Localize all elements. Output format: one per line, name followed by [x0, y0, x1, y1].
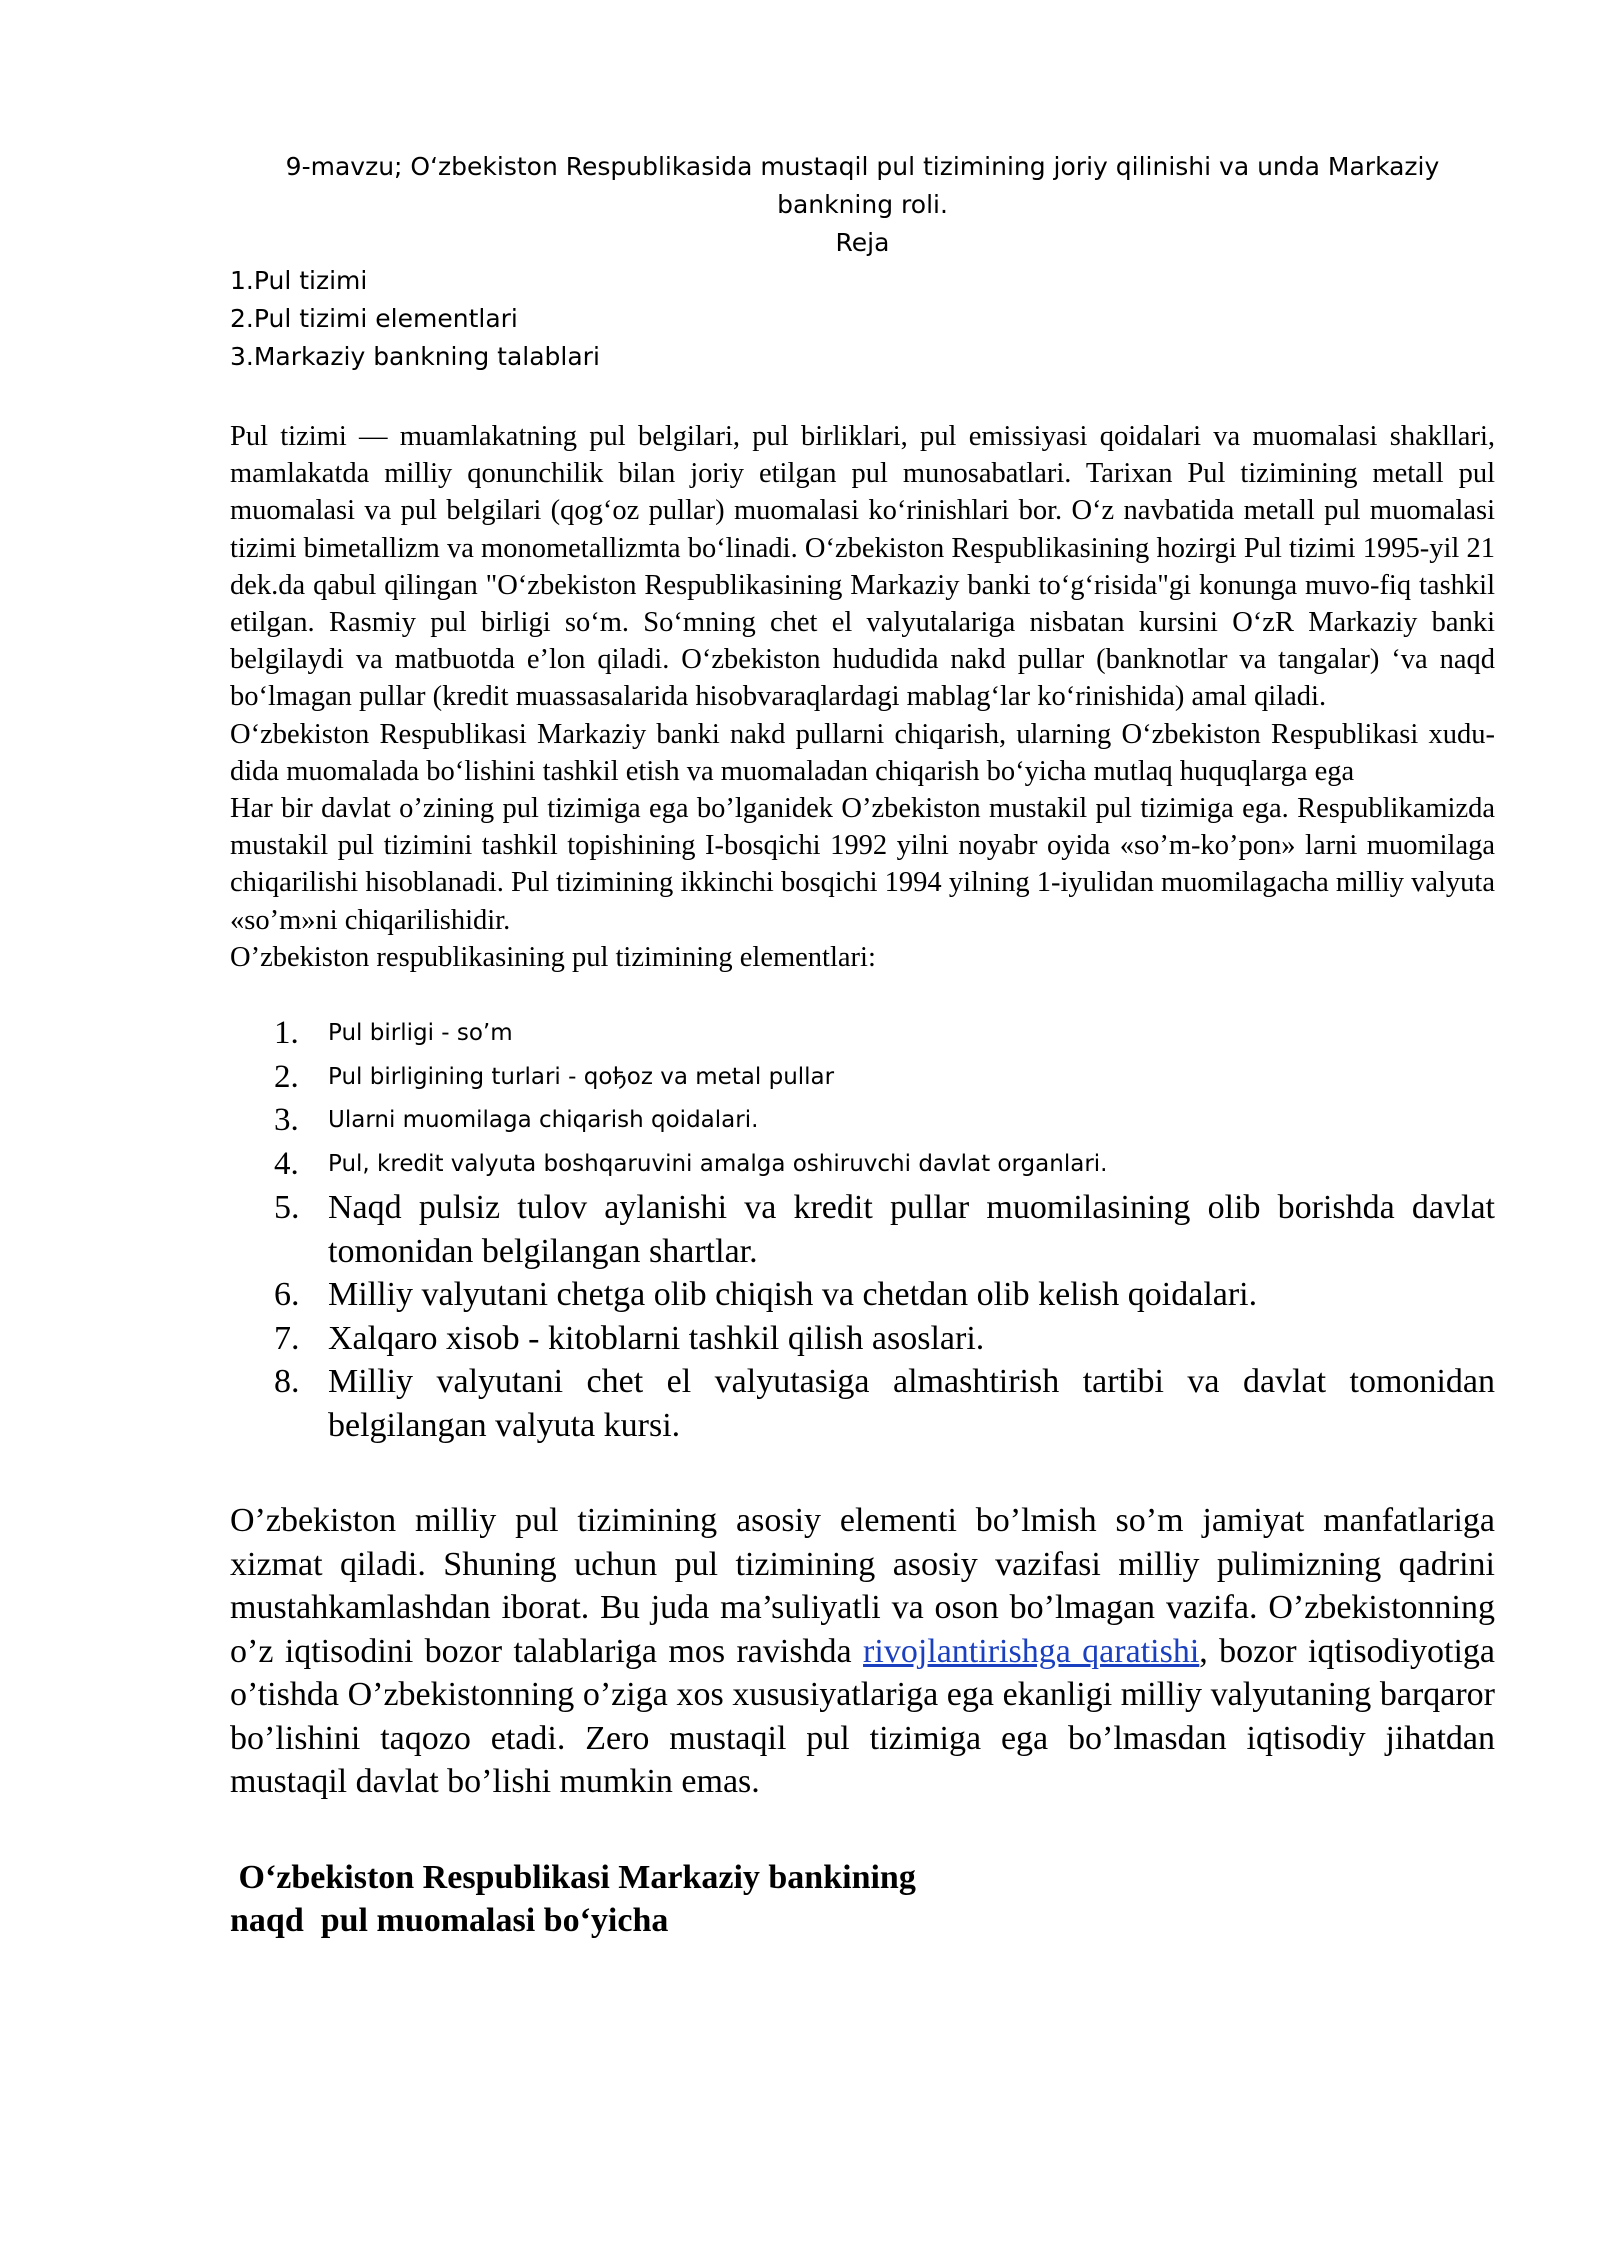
- list-item-text: Pul birligi - so’m: [328, 1020, 513, 1047]
- closing-text-after-link: , bozor iqtisodiyotiga o’tishda O’zbekistonning o’ziga xos xususiyatlariga ega ekanligi milliy valyutaning barqaror bo’lishini taqozo etadi. Zero mustaqil pul tizimiga ega bo’lmasdan iqtisodiy jihatdan mustaqil davlat bo’lishi mumkin emas.: [230, 1632, 1495, 1801]
- paragraph-bosqichlar: Har bir davlat o’zining pul tizimiga ega bo’lganidek O’zbekiston mustakil pul tizimiga ega. Respublikamizda mustakil pul tizimini tashkil topishining I-bosqichi 1992 yilni noyabr oyida «so’m-ko’pon» larni muomilaga chiqarilishi hisoblanadi. Pul tizimining ikkinchi bosqichi 1994 yilning 1-iyulidan muomilagacha milliy valyuta «so’m»ni chiqarilishidir.: [230, 793, 1495, 936]
- list-number: 3.: [274, 1102, 299, 1139]
- list-number: 2.: [274, 1058, 299, 1095]
- plan-item: 1.Pul tizimi: [230, 266, 368, 295]
- paragraph-pul-tizimi: Pul tizimi — muamlakatning pul belgilari, pul birliklari, pul emissiyasi qoidalari va muomalasi shakllari, mamlakatda milliy qonunchilik bilan joriy etilgan pul munosabatlari. Tarixan Pul tizimining metall pul muomalasi va pul belgilari (qog‘oz pullar) muomalasi ko‘rinishlari bor. O‘z navbatida metall pul muomalasi tizimi bimetallizm va monometallizmta bo‘linadi. O‘zbekiston Respublikasining hozirgi Pul tizimi 1995-yil 21 dek.da qabul qilingan "O‘zbekiston Respublikasining Markaziy banki to‘g‘risida"gi konunga muvo-fiq tashkil etilgan. Rasmiy pul birligi so‘m. So‘mning chet el valyutalariga nisbatan kursini O‘zR Markaziy banki belgilaydi va matbuotda e’lon qiladi. O‘zbekiston hududida nakd pullar (banknotlar va tangalar) ‘va naqd bo‘lmagan pullar (kredit muassasalarida hisobvaraqlardagi mablag‘lar ko‘rinishida) amal qiladi.: [230, 421, 1495, 713]
- list-item: [230, 1186, 1495, 1273]
- list-item: [230, 1360, 1495, 1447]
- list-item-text: Ularni muomilaga chiqarish qoidalari.: [328, 1107, 759, 1134]
- list-number: 1.: [274, 1015, 299, 1052]
- list-item: [230, 1099, 1495, 1143]
- plan-heading: Reja: [835, 228, 890, 257]
- list-number: 7.: [274, 1319, 300, 1357]
- list-number: 8.: [274, 1363, 300, 1401]
- plan-item: 3.Markaziy bankning talablari: [230, 342, 600, 371]
- list-item: [230, 1317, 1495, 1361]
- list-number: 6.: [274, 1276, 300, 1314]
- list-item: [230, 1012, 1495, 1056]
- plan-item: 2.Pul tizimi elementlari: [230, 304, 518, 333]
- list-item-text: Pul, kredit valyuta boshqaruvini amalga oshiruvchi davlat organlari.: [328, 1150, 1108, 1177]
- list-item: [230, 1056, 1495, 1100]
- list-item-text: Milliy valyutani chetga olib chiqish va chetdan olib kelish qoidalari.: [328, 1276, 1258, 1314]
- paragraph-closing: [230, 1499, 1495, 1804]
- paragraph-markaziy-bank: O‘zbekiston Respublikasi Markaziy banki nakd pullarni chiqarish, ularning O‘zbekiston Respublikasi xudu-dida muomalada bo‘lishini tashkil etish va muomaladan chiqarish bo‘yicha mutlaq huquqlarga ega: [230, 718, 1495, 787]
- document-title: 9-mavzu; O‘zbekiston Respublikasida mustaqil pul tizimining joriy qilinishi va unda Markaziy bankning roli.: [285, 152, 1440, 219]
- list-item-text: Milliy valyutani chet el valyutasiga almashtirish tartibi va davlat tomonidan belgilangan valyuta kursi.: [328, 1363, 1495, 1444]
- closing-text-before-link: O’zbekiston milliy pul tizimining asosiy elementi bo’lmish so’m jamiyat manfatlariga xizmat qiladi. Shuning uchun pul tizimining asosiy vazifasi milliy pulimizning qadrini mustahkamlashdan iborat. Bu juda ma’suliyatli va oson bo’lmagan vazifa. O’zbekistonning o’z iqtisodini bozor talablariga mos ravishda: [230, 1502, 1495, 1670]
- list-number: 5.: [274, 1189, 300, 1227]
- list-number: 4.: [274, 1145, 299, 1182]
- section-heading: [230, 1856, 1495, 1943]
- list-item: [230, 1273, 1495, 1317]
- list-item-text: Xalqaro xisob - kitoblarni tashkil qilish asoslari.: [328, 1319, 985, 1357]
- section-heading-line: naqd pul muomalasi bo‘yicha: [230, 1902, 669, 1940]
- list-item: [230, 1143, 1495, 1187]
- list-item-text: Naqd pulsiz tulov aylanishi va kredit pullar muomilasining olib borishda davlat tomonidan belgilangan shartlar.: [328, 1189, 1495, 1270]
- elements-intro: O’zbekiston respublikasining pul tizimining elementlari:: [230, 941, 876, 973]
- list-item-text: Pul birligining turlari - qoђoz va metal pullar: [328, 1063, 835, 1090]
- elements-list: [230, 1012, 1495, 1447]
- document-content: [230, 148, 1495, 1943]
- section-heading-line: O‘zbekiston Respublikasi Markaziy bankining: [230, 1858, 916, 1896]
- plan-list: [230, 262, 1495, 376]
- rivojlantirish-link[interactable]: rivojlantirishga qaratishi: [863, 1632, 1200, 1670]
